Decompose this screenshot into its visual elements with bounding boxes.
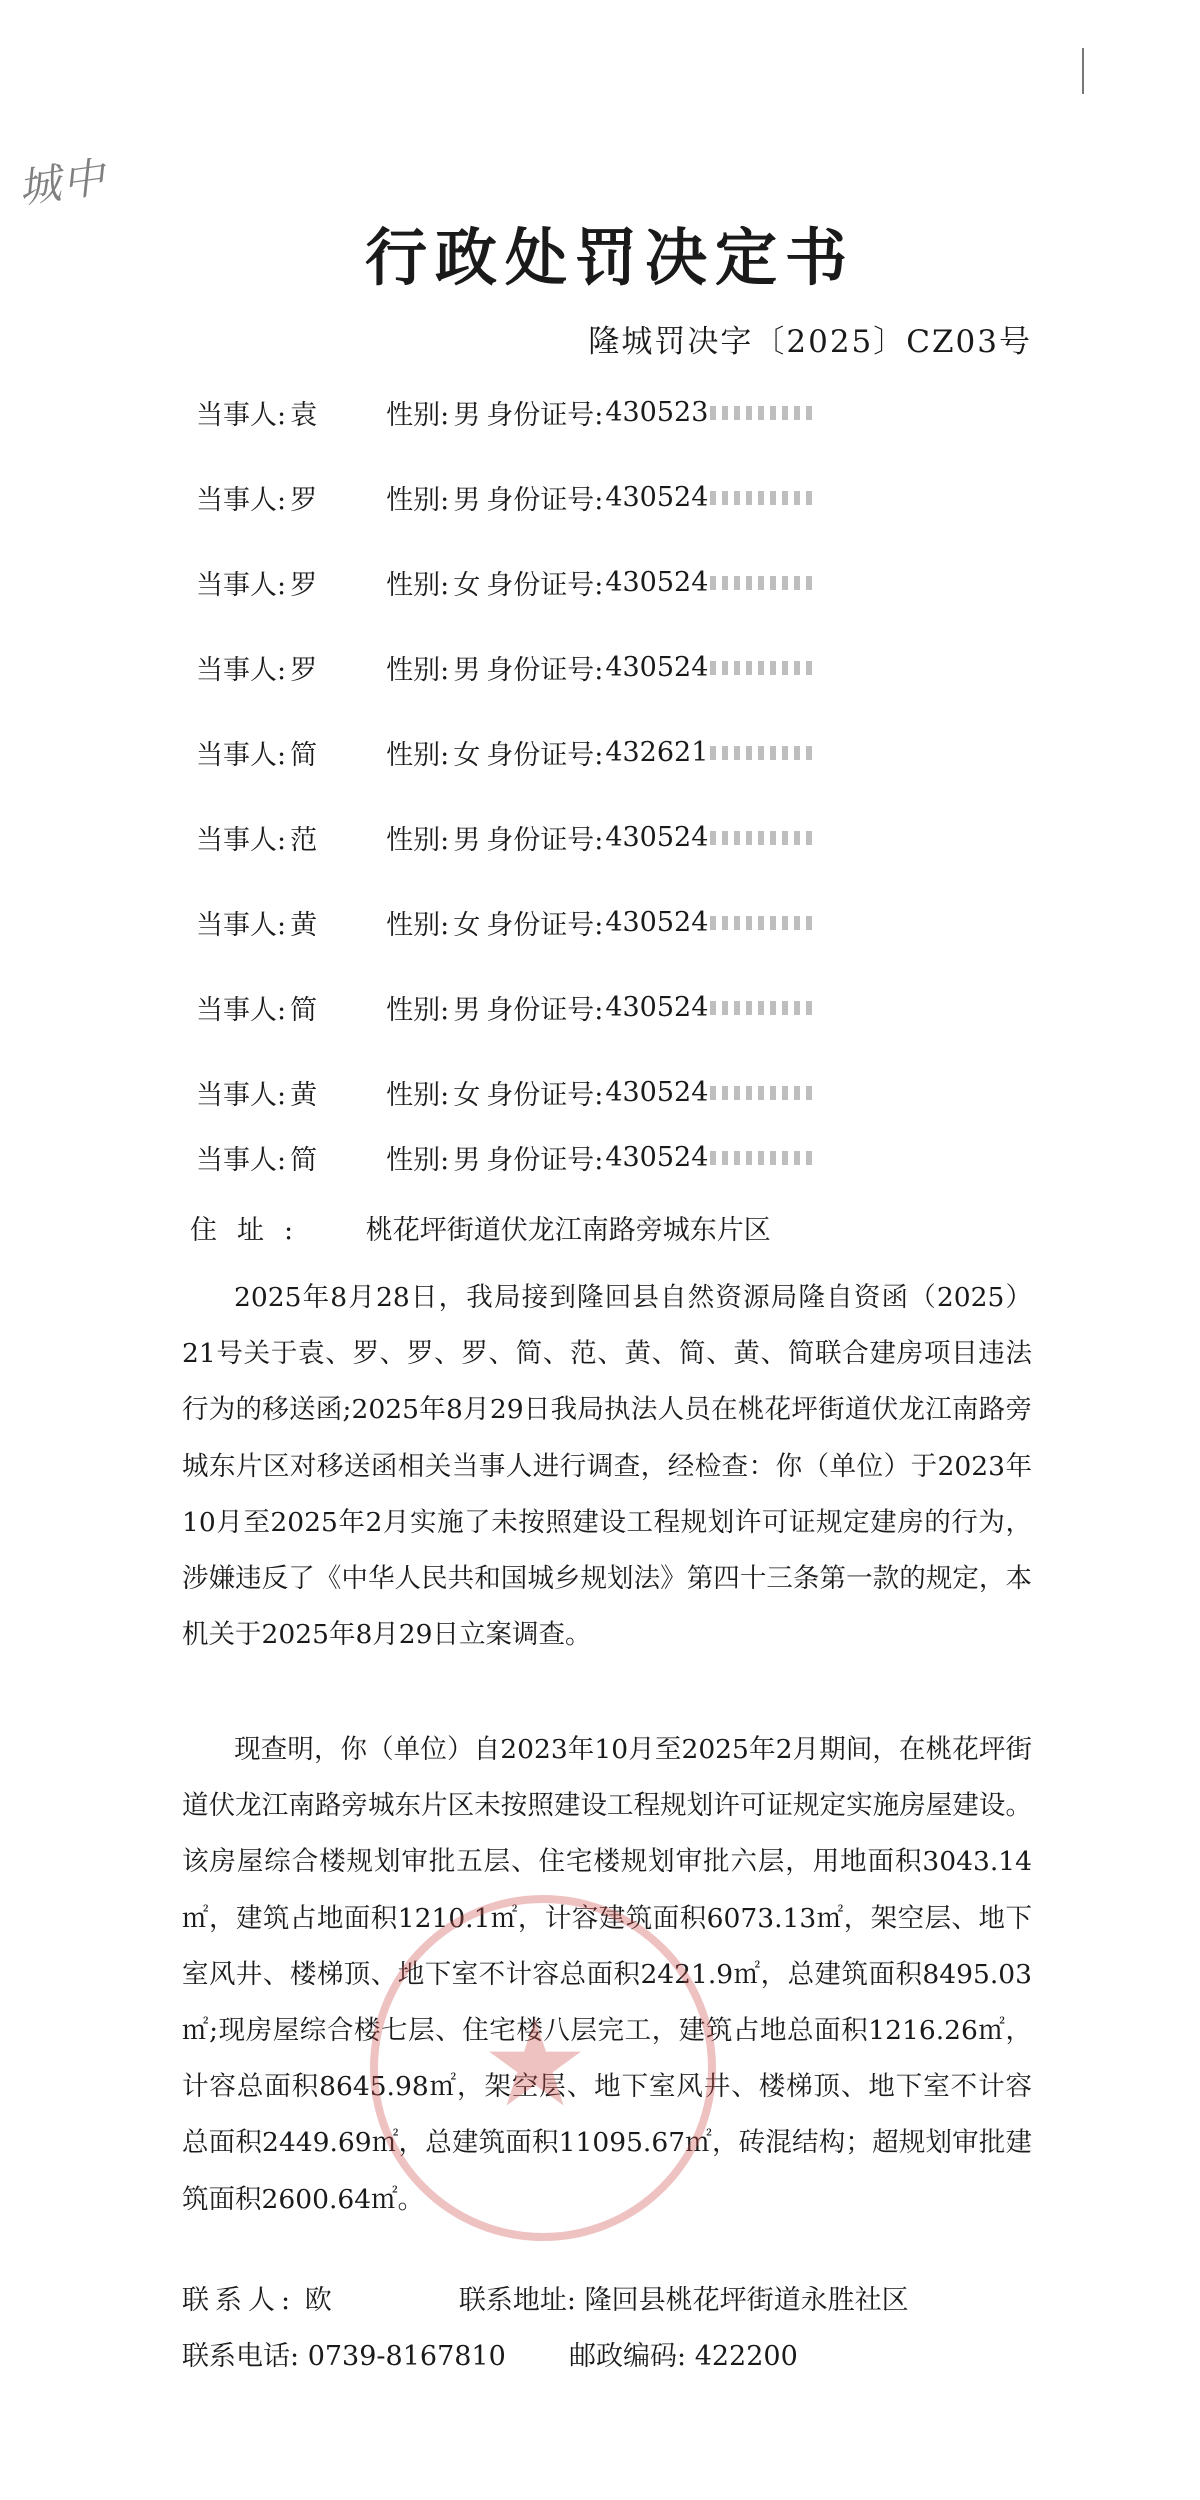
party-label: 当事人: xyxy=(196,1144,287,1176)
id-number: 430524 xyxy=(605,907,814,938)
contact-line-2 xyxy=(182,2334,798,2373)
party-row xyxy=(196,1072,814,1112)
party-label: 当事人: xyxy=(196,824,287,856)
id-label: 身份证号: xyxy=(486,909,604,941)
gender-value: 男 xyxy=(453,824,481,856)
gender-label: 性别: xyxy=(386,994,450,1026)
address-label: 住址: xyxy=(190,1215,314,1246)
party-name: 简 xyxy=(290,733,386,772)
seal-star-icon: ★ xyxy=(481,1995,589,2134)
id-number: 430524 xyxy=(605,652,814,683)
party-label: 当事人: xyxy=(196,739,287,771)
gender-label: 性别: xyxy=(386,399,450,431)
gender-label: 性别: xyxy=(386,654,450,686)
party-name: 罗 xyxy=(290,648,386,687)
gender-value: 男 xyxy=(453,994,481,1026)
party-label: 当事人: xyxy=(196,484,287,516)
party-row xyxy=(196,562,814,602)
scan-edge-mark xyxy=(1082,48,1084,94)
paragraph-case-origin xyxy=(182,1270,1032,1663)
contact-person: 欧 xyxy=(304,2285,332,2316)
id-number: 430524 xyxy=(605,822,814,853)
id-label: 身份证号: xyxy=(486,1144,604,1176)
id-label: 身份证号: xyxy=(486,1079,604,1111)
gender-value: 女 xyxy=(453,739,481,771)
party-row xyxy=(196,902,814,942)
party-row xyxy=(196,1137,814,1177)
gender-value: 女 xyxy=(453,909,481,941)
contact-phone-label: 联系电话: xyxy=(182,2341,300,2372)
address-line xyxy=(190,1208,771,1247)
party-label: 当事人: xyxy=(196,569,287,601)
party-name: 黄 xyxy=(290,903,386,942)
party-name: 简 xyxy=(290,988,386,1027)
party-label: 当事人: xyxy=(196,994,287,1026)
party-row xyxy=(196,477,814,517)
postcode: 422200 xyxy=(694,2341,798,2372)
party-name: 罗 xyxy=(290,478,386,517)
postcode-label: 邮政编码: xyxy=(568,2341,687,2372)
id-label: 身份证号: xyxy=(486,739,604,771)
party-row xyxy=(196,817,814,857)
party-label: 当事人: xyxy=(196,654,287,686)
contact-phone: 0739-8167810 xyxy=(307,2341,506,2372)
id-label: 身份证号: xyxy=(486,484,604,516)
party-name: 袁 xyxy=(290,393,386,432)
handwritten-margin-note: 城中 xyxy=(15,152,110,213)
party-row xyxy=(196,392,814,432)
id-label: 身份证号: xyxy=(486,399,604,431)
document-number: 隆城罚决字〔2025〕CZ03号 xyxy=(588,324,1032,360)
gender-label: 性别: xyxy=(386,909,450,941)
id-label: 身份证号: xyxy=(486,994,604,1026)
gender-value: 男 xyxy=(453,654,481,686)
id-label: 身份证号: xyxy=(486,569,604,601)
gender-label: 性别: xyxy=(386,1144,450,1176)
gender-label: 性别: xyxy=(386,824,450,856)
id-number: 430523 xyxy=(605,397,814,428)
contact-line-1 xyxy=(182,2278,909,2317)
party-name: 黄 xyxy=(290,1073,386,1112)
party-row xyxy=(196,732,814,772)
gender-label: 性别: xyxy=(386,1079,450,1111)
party-name: 简 xyxy=(290,1138,386,1177)
id-number: 430524 xyxy=(605,1142,814,1173)
id-number: 430524 xyxy=(605,992,814,1023)
id-number: 430524 xyxy=(605,567,814,598)
id-label: 身份证号: xyxy=(486,824,604,856)
party-row xyxy=(196,647,814,687)
party-name: 罗 xyxy=(290,563,386,602)
contact-address-label: 联系地址: xyxy=(458,2285,576,2316)
party-label: 当事人: xyxy=(196,909,287,941)
id-number: 430524 xyxy=(605,482,814,513)
gender-label: 性别: xyxy=(386,484,450,516)
id-label: 身份证号: xyxy=(486,654,604,686)
id-number: 432621 xyxy=(605,737,814,768)
gender-value: 女 xyxy=(453,1079,481,1111)
gender-value: 男 xyxy=(453,1144,481,1176)
gender-value: 男 xyxy=(453,484,481,516)
document-title: 行政处罚决定书 xyxy=(364,221,855,294)
gender-value: 男 xyxy=(453,399,481,431)
paragraph-1-text: 2025年8月28日，我局接到隆回县自然资源局隆自资函（2025）21号关于袁、罗、罗、罗、简、范、黄、简、黄、简联合建房项目违法行为的移送函;2025年8月29日我局执法人员在桃花坪街道伏龙江南路旁城东片区对移送函相关当事人进行调查，经检查：你（单位）于2023年10月至2025年2月实施了未按照建设工程规划许可证规定建房的行为，涉嫌违反了《中华人民共和国城乡规划法》第四十三条第一款的规定，本机关于2025年8月29日立案调查。 xyxy=(182,1282,1032,1651)
gender-label: 性别: xyxy=(386,739,450,771)
party-name: 范 xyxy=(290,818,386,857)
contact-address: 隆回县桃花坪街道永胜社区 xyxy=(584,2285,909,2316)
id-number: 430524 xyxy=(605,1077,814,1108)
gender-label: 性别: xyxy=(386,569,450,601)
party-label: 当事人: xyxy=(196,1079,287,1111)
party-row xyxy=(196,987,814,1027)
address-value: 桃花坪街道伏龙江南路旁城东片区 xyxy=(365,1215,771,1246)
paragraph-2-text: 现查明，你（单位）自2023年10月至2025年2月期间，在桃花坪街道伏龙江南路旁城东片区未按照建设工程规划许可证规定实施房屋建设。该房屋综合楼规划审批五层、住宅楼规划审批六层，用地面积3043.14㎡，建筑占地面积1210.1㎡，计容建筑面积6073.13㎡，架空层、地下室风井、楼梯顶、地下室不计容总面积2421.9㎡，总建筑面积8495.03㎡;现房屋综合楼七层、住宅楼八层完工，建筑占地总面积1216.26㎡，计容总面积8645.98㎡，架空层、地下室风井、楼梯顶、地下室不计容总面积2449.69㎡，总建筑面积11095.67㎡，砖混结构；超规划审批建筑面积2600.64㎡。 xyxy=(182,1734,1032,2215)
party-label: 当事人: xyxy=(196,399,287,431)
gender-value: 女 xyxy=(453,569,481,601)
contact-person-label: 联系人: xyxy=(182,2285,297,2316)
